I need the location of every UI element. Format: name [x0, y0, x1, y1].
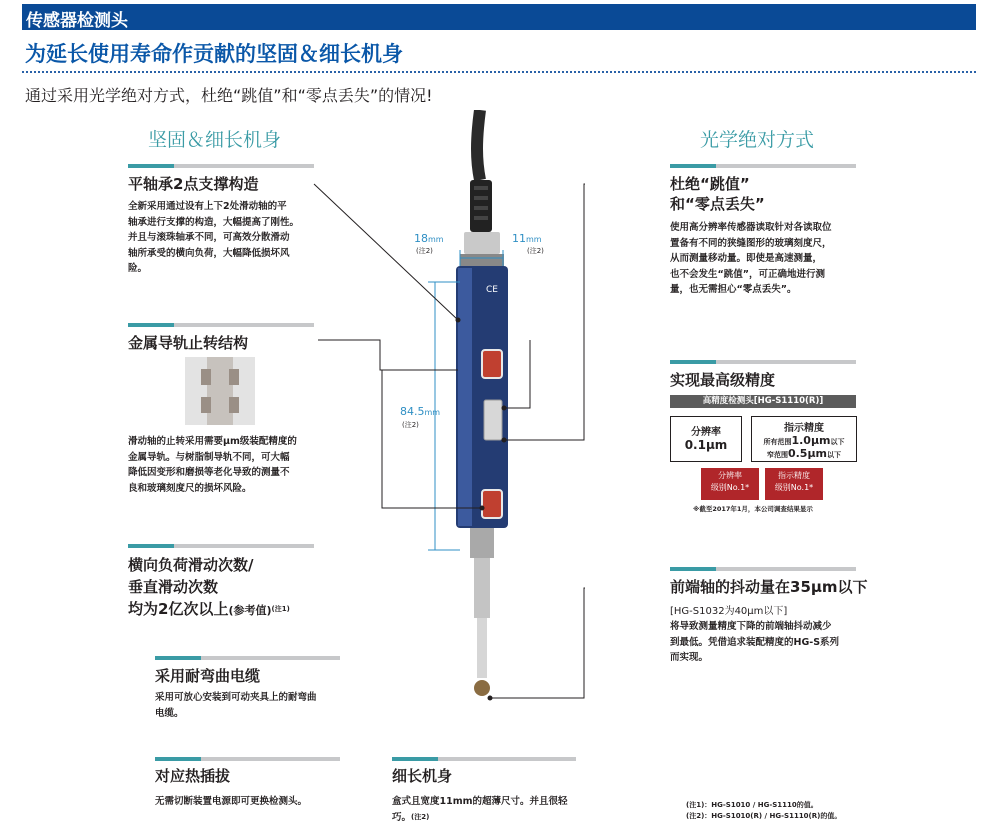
metal-rail-photo — [185, 357, 255, 425]
svg-text:CE: CE — [486, 285, 498, 295]
section-title: 传感器检测头 — [26, 11, 128, 31]
dim-height: 84.5mm — [400, 405, 441, 418]
dim-note: (注2) — [402, 421, 419, 429]
dim-note: (注2) — [527, 247, 544, 255]
dim-width-top: 18mm — [414, 232, 444, 245]
section-bar — [128, 544, 314, 548]
cable-desc: 采用可放心安装到可动夹具上的耐弯曲 电缆。 — [155, 692, 317, 719]
dim-width-side: 11mm — [512, 232, 542, 245]
cable-title: 采用耐弯曲电缆 — [155, 667, 261, 685]
slide-count-title: 横向负荷滑动次数/ 垂直滑动次数 均为2亿次以上(参考值)$^{(注1)}$ — [128, 556, 290, 618]
section-bar — [155, 757, 340, 761]
slim-body-desc: 盒式且宽度11mm的超薄尺寸。并且很轻 巧。$^{(注2)}$ — [392, 796, 568, 823]
hotswap-desc: 无需切断装置电源即可更换检测头。 — [155, 796, 308, 807]
section-bar — [128, 164, 314, 168]
section-title-bar — [22, 4, 976, 30]
rail-desc: 滑动轴的止转采用需要μm级装配精度的 金属导轨。与树脂制导轨不同，可大幅 降低因变形和磨损等老化导致的测量不 良和玻璃刻度尺的损坏风险。 — [128, 436, 297, 494]
section-bar — [670, 360, 856, 364]
dim-note: (注2) — [416, 247, 433, 255]
model-bar: 高精度检测头[HG-S1110(R)] — [670, 395, 856, 408]
accuracy-title: 实现最高级精度 — [670, 371, 776, 389]
indication-box: 指示精度 所有范围1.0μm以下 窄范围0.5μm以下 — [751, 416, 857, 462]
runout-title: 前端轴的抖动量在35μm以下 — [670, 578, 868, 596]
section-bar — [670, 567, 856, 571]
left-column-title: 坚固＆细长机身 — [148, 129, 282, 151]
resolution-box: 分辨率 0.1μm — [670, 416, 742, 462]
hotswap-title: 对应热插拔 — [155, 767, 231, 785]
rail-title: 金属导轨止转结构 — [128, 334, 249, 352]
intro-text: 通过采用光学绝对方式，杜绝“跳值”和“零点丢失”的情况! — [25, 86, 433, 105]
dotted-divider — [22, 71, 976, 73]
right-column-title: 光学绝对方式 — [700, 129, 815, 151]
slim-body-title: 细长机身 — [392, 767, 453, 785]
page-notes: (注1)：HG-S1010 / HG-S1110的值。 (注2)：HG-S1010(R) / HG-S1110(R)的值。 — [686, 801, 842, 820]
optical-desc: 使用高分辨率传感器读取针对各读取位 置备有不同的狭缝图形的玻璃刻度尺， 从而测量移动量。即使是高速测量， 也不会发生“跳值”，可正确地进行测 量，也无需担心“零点丢失”。 — [670, 222, 832, 295]
page-heading: 为延长使用寿命作贡献的坚固＆细长机身 — [25, 42, 403, 66]
resolution-badge: 分辨率 级别No.1* — [701, 468, 759, 500]
bearing-title: 平轴承2点支撑构造 — [128, 175, 259, 193]
indication-badge: 指示精度 级别No.1* — [765, 468, 823, 500]
section-bar — [128, 323, 314, 327]
section-bar — [670, 164, 856, 168]
survey-footnote: ※截至2017年1月，本公司调查结果显示 — [693, 505, 813, 513]
runout-sub: [HG-S1032为40μm以下] — [670, 606, 788, 617]
section-bar — [392, 757, 576, 761]
bearing-desc: 全新采用通过设有上下2处滑动轴的平 轴承进行支撑的构造，大幅提高了刚性。 并且与滚珠轴承不同，可高效分散滑动 轴所承受的横向负荷，大幅降低损坏风 险。 — [128, 201, 300, 274]
optical-title: 杜绝“跳值” 和“零点丢失” — [670, 175, 765, 213]
sensor-illustration — [300, 110, 670, 720]
runout-desc: 将导致测量精度下降的前端轴抖动减少 到最低。凭借追求装配精度的HG-S系列 而实现。 — [670, 621, 840, 663]
